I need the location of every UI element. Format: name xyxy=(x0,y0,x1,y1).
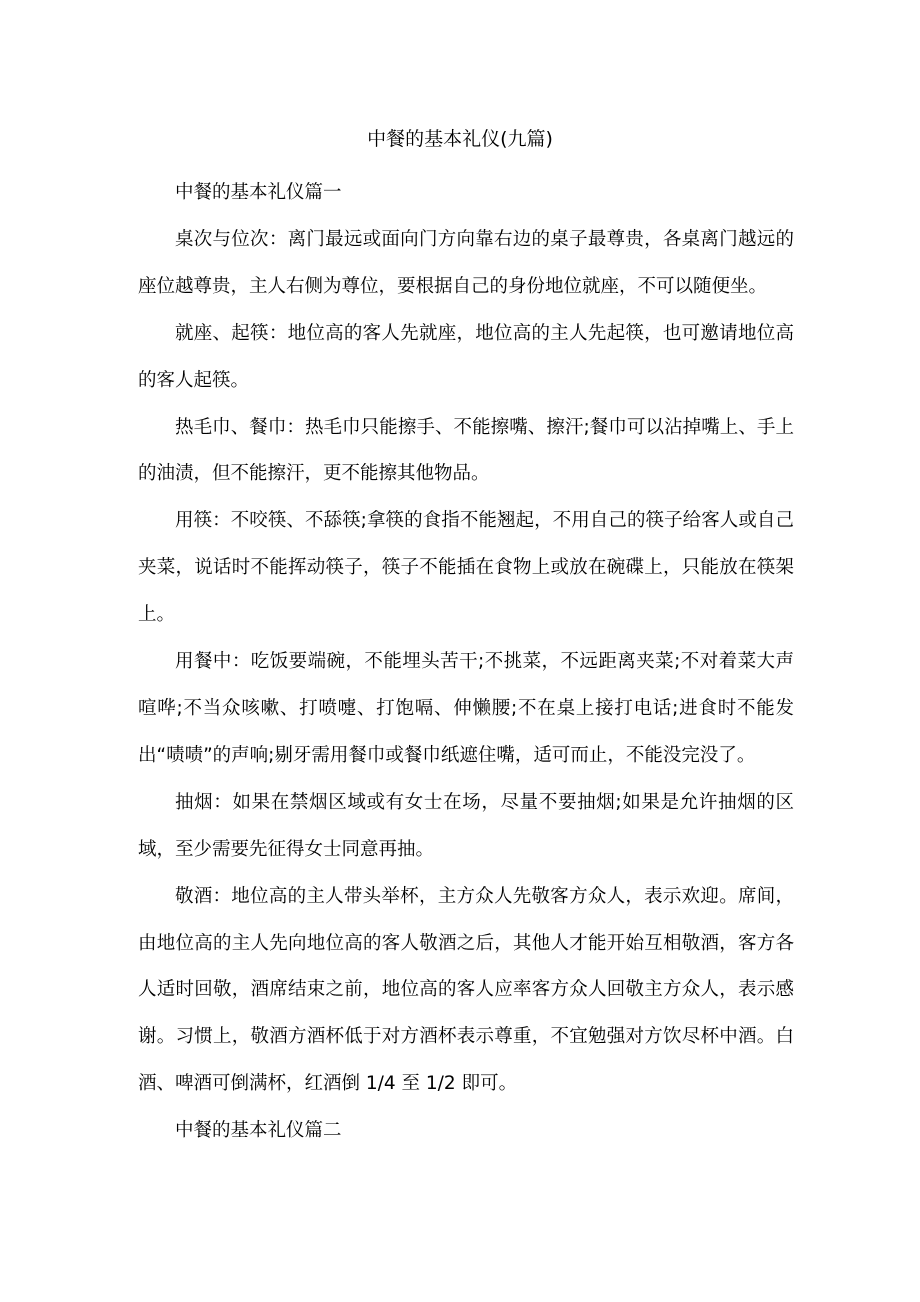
paragraph-table-seating: 桌次与位次：离门最远或面向门方向靠右边的桌子最尊贵，各桌离门越远的座位越尊贵，主人右侧为尊位，要根据自己的身份地位就座，不可以随便坐。 xyxy=(138,228,794,297)
paragraph-seating-chopsticks: 就座、起筷：地位高的客人先就座，地位高的主人先起筷，也可邀请地位高的客人起筷。 xyxy=(138,322,794,391)
section-heading-1: 中餐的基本礼仪篇一 xyxy=(175,182,342,203)
section-heading-2: 中餐的基本礼仪篇二 xyxy=(175,1120,342,1142)
paragraph-using-chopsticks: 用筷：不咬筷、不舔筷;拿筷的食指不能翘起，不用自己的筷子给客人或自己夹菜，说话时不能挥动筷子，筷子不能插在食物上或放在碗碟上，只能放在筷架上。 xyxy=(138,510,794,626)
paragraph-toasting: 敬酒：地位高的主人带头举杯，主方众人先敬客方众人，表示欢迎。席间，由地位高的主人先向地位高的客人敬酒之后，其他人才能开始互相敬酒，客方各人适时回敬，酒席结束之前，地位高的客人应率客方众人回敬主方众人，表示感谢。习惯上，敬酒方酒杯低于对方酒杯表示尊重，不宜勉强对方饮尽杯中酒。白酒、啤酒可倒满杯，红酒倒 1/4 至 1/2 即可。 xyxy=(138,885,794,1095)
document-title: 中餐的基本礼仪(九篇) xyxy=(367,128,553,150)
paragraph-smoking: 抽烟：如果在禁烟区域或有女士在场，尽量不要抽烟;如果是允许抽烟的区域，至少需要先征得女士同意再抽。 xyxy=(138,791,794,860)
paragraph-during-meal: 用餐中：吃饭要端碗，不能埋头苦干;不挑菜，不远距离夹菜;不对着菜大声喧哗;不当众咳嗽、打喷嚏、打饱嗝、伸懒腰;不在桌上接打电话;进食时不能发出“啧啧”的声响;剔牙需用餐巾或餐巾纸遮住嘴，适可而止，不能没完没了。 xyxy=(138,651,794,766)
document-body xyxy=(138,170,794,1155)
paragraph-towels-napkins: 热毛巾、餐巾：热毛巾只能擦手、不能擦嘴、擦汗;餐巾可以沾掉嘴上、手上的油渍，但不能擦汗，更不能擦其他物品。 xyxy=(138,416,794,485)
